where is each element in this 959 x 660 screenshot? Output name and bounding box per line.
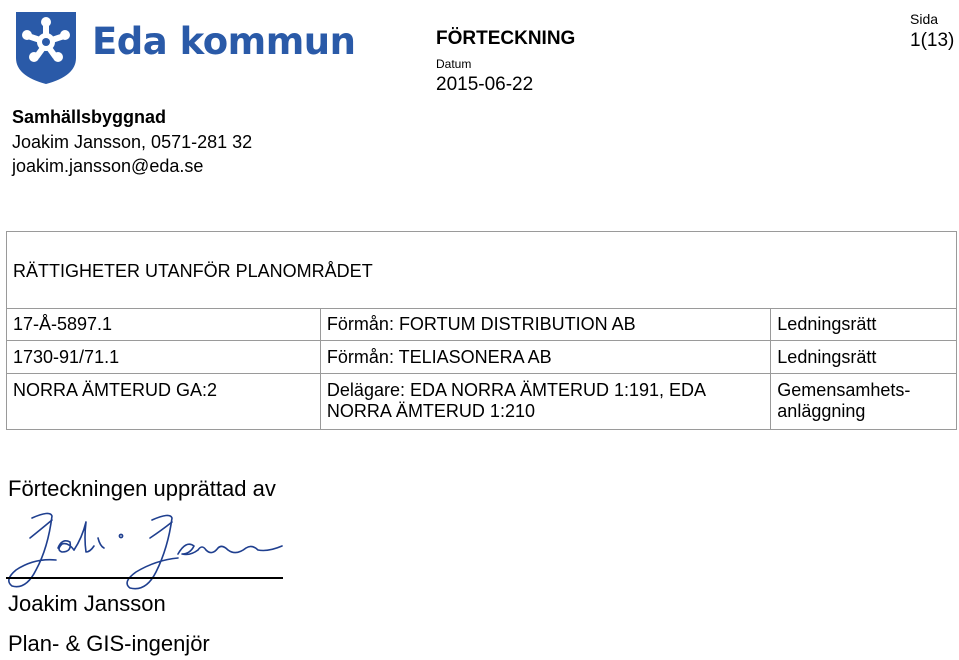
table-row [7,341,957,374]
party-cell: Förmån: FORTUM DISTRIBUTION AB [320,309,770,341]
contact-person: Joakim Jansson, 0571-281 32 [12,132,253,152]
property-cell: 17-Å-5897.1 [7,309,321,341]
eda-kommun-logo [14,6,356,86]
signer-name: Joakim Jansson [8,591,166,616]
date-label: Datum [436,57,472,71]
party-cell: Delägare: EDA NORRA ÄMTERUD 1:191, EDA NORRA ÄMTERUD 1:210 [320,374,770,430]
page-label: Sida [910,11,939,27]
right-type-text: Gemensamhets-anläggning [777,380,911,421]
party-cell: Förmån: TELIASONERA AB [320,341,770,374]
handwritten-signature [0,508,290,598]
right-type-cell [771,374,957,430]
right-type-cell: Ledningsrätt [771,341,957,374]
signature-line [6,577,283,579]
prepared-by-heading: Förteckningen upprättad av [8,476,276,501]
table-title-row [7,232,957,309]
table-row [7,309,957,341]
table-row [7,374,957,430]
logo-text: Eda kommun [92,20,356,63]
property-cell: NORRA ÄMTERUD GA:2 [7,374,321,430]
contact-email: joakim.jansson@eda.se [12,156,204,176]
right-type-cell: Ledningsrätt [771,309,957,341]
rights-table [6,231,957,430]
property-cell: 1730-91/71.1 [7,341,321,374]
date-value: 2015-06-22 [436,74,534,95]
signer-title: Plan- & GIS-ingenjör [8,631,210,656]
page-number: 1(13) [910,30,955,51]
table-title: RÄTTIGHETER UTANFÖR PLANOMRÅDET [7,232,957,309]
document-type: FÖRTECKNING [436,28,576,49]
department-name: Samhällsbyggnad [12,107,167,127]
